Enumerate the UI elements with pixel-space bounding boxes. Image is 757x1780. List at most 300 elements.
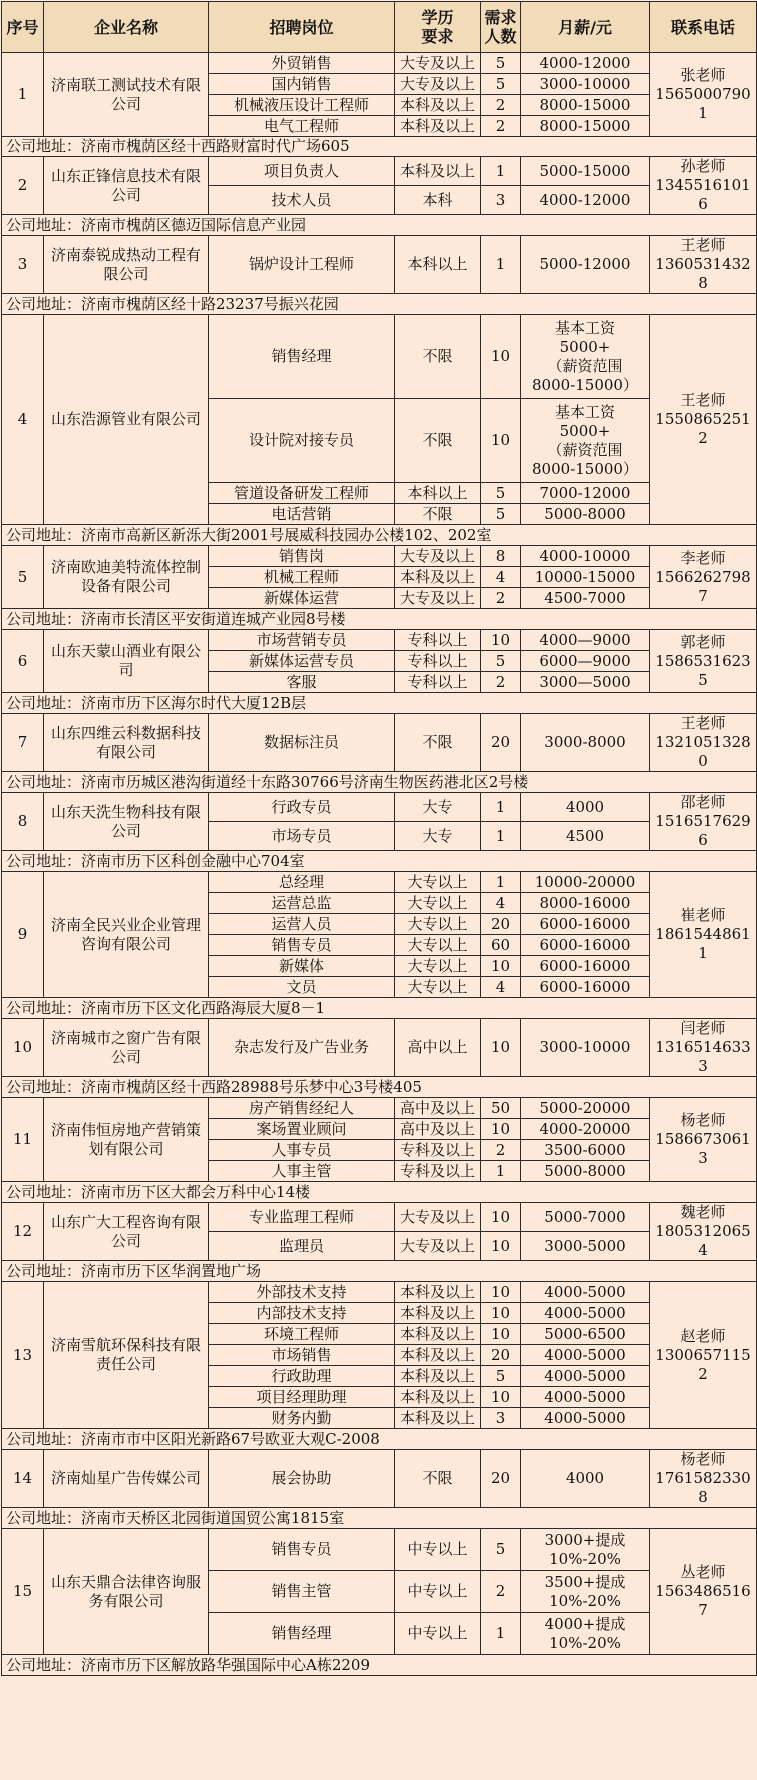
job-title: 销售专员 (209, 935, 395, 956)
table-row (2, 793, 757, 822)
job-education: 不限 (395, 504, 481, 525)
job-salary: 3000-5000 (521, 1232, 650, 1261)
address-label: 公司地址： (6, 215, 82, 234)
company-contact: 杨老师 15866730613 (650, 1098, 757, 1182)
job-title: 客服 (209, 672, 395, 693)
company-no: 15 (2, 1529, 44, 1655)
job-salary: 3000-10000 (521, 1019, 650, 1077)
table-row (2, 1203, 757, 1232)
address-label: 公司地址： (6, 851, 82, 870)
company-contact: 王老师 13210513280 (650, 714, 757, 772)
company-name: 济南伟恒房地产营销策划有限公司 (44, 1098, 209, 1182)
job-education: 高中及以上 (395, 1119, 481, 1140)
company-name: 济南雪航环保科技有限责任公司 (44, 1282, 209, 1429)
job-education: 大专及以上 (395, 1203, 481, 1232)
job-salary: 4000-12000 (521, 53, 650, 74)
header-salary: 月薪/元 (521, 2, 650, 53)
job-title: 销售岗 (209, 546, 395, 567)
company-no: 11 (2, 1098, 44, 1182)
job-count: 1 (481, 1161, 521, 1182)
job-salary: 4000-5000 (521, 1387, 650, 1408)
job-title: 行政助理 (209, 1366, 395, 1387)
address-label: 公司地址： (6, 693, 82, 712)
company-address: 济南市槐荫区经十路23237号振兴花园 (81, 294, 339, 313)
job-count: 4 (481, 977, 521, 998)
job-salary: 4000+提成 10%-20% (521, 1613, 650, 1655)
job-count: 4 (481, 893, 521, 914)
address-row (2, 1182, 757, 1203)
company-no: 2 (2, 157, 44, 215)
job-salary: 6000-16000 (521, 914, 650, 935)
company-address: 济南市历下区大都会万科中心14楼 (81, 1182, 311, 1201)
job-title: 国内销售 (209, 74, 395, 95)
job-salary: 4000 (521, 1450, 650, 1508)
company-address-cell (2, 1508, 757, 1529)
job-title: 市场销售 (209, 1345, 395, 1366)
job-salary: 8000-15000 (521, 95, 650, 116)
job-education: 本科及以上 (395, 1303, 481, 1324)
job-count: 2 (481, 1571, 521, 1613)
address-row (2, 1429, 757, 1450)
job-education: 大专及以上 (395, 546, 481, 567)
job-count: 10 (481, 956, 521, 977)
job-education: 大专 (395, 793, 481, 822)
job-count: 5 (481, 651, 521, 672)
job-count: 10 (481, 399, 521, 483)
job-salary: 4500 (521, 822, 650, 851)
job-title: 电话营销 (209, 504, 395, 525)
company-name: 济南欧迪美特流体控制设备有限公司 (44, 546, 209, 609)
address-label: 公司地址： (6, 525, 82, 544)
job-education: 本科及以上 (395, 157, 481, 186)
job-count: 2 (481, 588, 521, 609)
job-salary: 4500-7000 (521, 588, 650, 609)
company-contact: 孙老师 13455161016 (650, 157, 757, 215)
job-count: 20 (481, 914, 521, 935)
job-education: 大专以上 (395, 956, 481, 977)
table-row (2, 315, 757, 399)
job-title: 财务内勤 (209, 1408, 395, 1429)
job-title: 管道设备研发工程师 (209, 483, 395, 504)
job-count: 20 (481, 714, 521, 772)
company-address-cell (2, 1655, 757, 1676)
job-title: 项目经理助理 (209, 1387, 395, 1408)
address-row (2, 1261, 757, 1282)
company-name: 济南城市之窗广告有限公司 (44, 1019, 209, 1077)
job-salary: 5000-8000 (521, 504, 650, 525)
job-education: 本科及以上 (395, 1282, 481, 1303)
job-salary: 基本工资 5000+ （薪资范围 8000-15000） (521, 399, 650, 483)
job-title: 外贸销售 (209, 53, 395, 74)
job-salary: 3000-8000 (521, 714, 650, 772)
table-row (2, 1282, 757, 1303)
job-count: 2 (481, 116, 521, 137)
company-name: 山东天蒙山酒业有限公司 (44, 630, 209, 693)
company-contact: 王老师 15508652512 (650, 315, 757, 525)
address-row (2, 772, 757, 793)
job-salary: 6000—9000 (521, 651, 650, 672)
table-row (2, 546, 757, 567)
job-salary: 4000 (521, 793, 650, 822)
job-salary: 4000-5000 (521, 1366, 650, 1387)
job-education: 大专及以上 (395, 1232, 481, 1261)
table-row (2, 630, 757, 651)
job-education: 大专及以上 (395, 74, 481, 95)
header-row (2, 2, 757, 53)
job-count: 10 (481, 315, 521, 399)
company-name: 山东正锋信息技术有限公司 (44, 157, 209, 215)
job-title: 人事主管 (209, 1161, 395, 1182)
job-count: 2 (481, 95, 521, 116)
job-title: 监理员 (209, 1232, 395, 1261)
job-title: 锅炉设计工程师 (209, 236, 395, 294)
job-count: 10 (481, 1387, 521, 1408)
address-label: 公司地址： (6, 1182, 82, 1201)
company-name: 济南联工测试技术有限公司 (44, 53, 209, 137)
company-address: 济南市槐荫区经十西路28988号乐梦中心3号楼405 (81, 1077, 422, 1096)
job-title: 运营总监 (209, 893, 395, 914)
job-education: 本科及以上 (395, 1345, 481, 1366)
table-row (2, 872, 757, 893)
job-count: 10 (481, 630, 521, 651)
company-address: 济南市历下区科创金融中心704室 (81, 851, 305, 870)
header-count: 需求 人数 (481, 2, 521, 53)
company-contact: 郭老师 15865316235 (650, 630, 757, 693)
address-row (2, 1508, 757, 1529)
job-education: 不限 (395, 315, 481, 399)
job-count: 10 (481, 1282, 521, 1303)
job-education: 不限 (395, 399, 481, 483)
job-count: 10 (481, 1324, 521, 1345)
header-contact: 联系电话 (650, 2, 757, 53)
job-education: 本科及以上 (395, 116, 481, 137)
company-address: 济南市历下区文化西路海辰大厦8－1 (81, 998, 326, 1017)
job-title: 新媒体 (209, 956, 395, 977)
company-no: 3 (2, 236, 44, 294)
job-education: 大专以上 (395, 872, 481, 893)
company-no: 1 (2, 53, 44, 137)
job-salary: 4000-5000 (521, 1345, 650, 1366)
job-title: 外部技术支持 (209, 1282, 395, 1303)
recruitment-table (1, 1, 757, 1676)
job-title: 运营人员 (209, 914, 395, 935)
job-education: 中专以上 (395, 1613, 481, 1655)
job-salary: 7000-12000 (521, 483, 650, 504)
job-title: 总经理 (209, 872, 395, 893)
job-count: 2 (481, 672, 521, 693)
company-address-cell (2, 851, 757, 872)
company-address: 济南市槐荫区经十西路财富时代广场605 (81, 137, 350, 155)
job-salary: 5000-20000 (521, 1098, 650, 1119)
company-address-cell (2, 525, 757, 546)
job-education: 高中以上 (395, 1019, 481, 1077)
job-salary: 5000-12000 (521, 236, 650, 294)
job-education: 本科以上 (395, 483, 481, 504)
job-education: 专科及以上 (395, 1161, 481, 1182)
address-row (2, 215, 757, 236)
company-address-cell (2, 1182, 757, 1203)
table-row (2, 53, 757, 74)
job-title: 市场营销专员 (209, 630, 395, 651)
job-title: 新媒体运营专员 (209, 651, 395, 672)
job-count: 60 (481, 935, 521, 956)
job-count: 10 (481, 1232, 521, 1261)
job-salary: 8000-15000 (521, 116, 650, 137)
company-address-cell (2, 1077, 757, 1098)
job-education: 大专以上 (395, 935, 481, 956)
table-row (2, 236, 757, 294)
job-salary: 10000-20000 (521, 872, 650, 893)
job-title: 人事专员 (209, 1140, 395, 1161)
job-title: 内部技术支持 (209, 1303, 395, 1324)
company-name: 山东广大工程咨询有限公司 (44, 1203, 209, 1261)
job-education: 大专以上 (395, 977, 481, 998)
job-count: 1 (481, 793, 521, 822)
job-education: 大专以上 (395, 914, 481, 935)
address-label: 公司地址： (6, 1077, 82, 1096)
company-contact: 闫老师 13165146333 (650, 1019, 757, 1077)
job-salary: 8000-16000 (521, 893, 650, 914)
job-count: 1 (481, 822, 521, 851)
company-contact: 赵老师 13006571152 (650, 1282, 757, 1429)
job-count: 5 (481, 53, 521, 74)
job-salary: 5000-8000 (521, 1161, 650, 1182)
address-row (2, 1077, 757, 1098)
job-count: 20 (481, 1345, 521, 1366)
company-no: 5 (2, 546, 44, 609)
job-title: 机械液压设计工程师 (209, 95, 395, 116)
job-title: 销售主管 (209, 1571, 395, 1613)
company-address: 济南市槐荫区德迈国际信息产业园 (81, 215, 307, 234)
job-count: 3 (481, 186, 521, 215)
job-salary: 3000+提成 10%-20% (521, 1529, 650, 1571)
job-title: 机械工程师 (209, 567, 395, 588)
job-title: 技术人员 (209, 186, 395, 215)
job-education: 专科以上 (395, 630, 481, 651)
company-name: 济南泰锐成热动工程有限公司 (44, 236, 209, 294)
company-address: 济南市历城区港沟街道经十东路30766号济南生物医药港北区2号楼 (81, 772, 529, 791)
job-education: 大专及以上 (395, 588, 481, 609)
job-count: 1 (481, 157, 521, 186)
company-address-cell (2, 1429, 757, 1450)
job-salary: 3000-10000 (521, 74, 650, 95)
company-no: 7 (2, 714, 44, 772)
job-education: 高中及以上 (395, 1098, 481, 1119)
address-label: 公司地址： (6, 1508, 82, 1527)
job-education: 大专以上 (395, 893, 481, 914)
address-label: 公司地址： (6, 1261, 82, 1280)
job-count: 10 (481, 1019, 521, 1077)
job-salary: 4000-5000 (521, 1408, 650, 1429)
job-count: 4 (481, 567, 521, 588)
company-name: 山东天洗生物科技有限公司 (44, 793, 209, 851)
job-salary: 5000-15000 (521, 157, 650, 186)
job-salary: 4000-5000 (521, 1282, 650, 1303)
job-title: 行政专员 (209, 793, 395, 822)
job-salary: 3500+提成 10%-20% (521, 1571, 650, 1613)
job-salary: 10000-15000 (521, 567, 650, 588)
company-name: 山东浩源管业有限公司 (44, 315, 209, 525)
company-contact: 李老师 15662627987 (650, 546, 757, 609)
company-address-cell (2, 998, 757, 1019)
job-count: 1 (481, 1613, 521, 1655)
address-row (2, 525, 757, 546)
company-no: 6 (2, 630, 44, 693)
job-count: 20 (481, 1450, 521, 1508)
job-salary: 3500-6000 (521, 1140, 650, 1161)
job-education: 本科及以上 (395, 1387, 481, 1408)
header-no: 序号 (2, 2, 44, 53)
address-row (2, 137, 757, 157)
address-row (2, 998, 757, 1019)
address-row (2, 693, 757, 714)
job-education: 本科以上 (395, 236, 481, 294)
table-row (2, 714, 757, 772)
job-salary: 基本工资 5000+ （薪资范围 8000-15000） (521, 315, 650, 399)
company-address: 济南市市中区阳光新路67号欧亚大观C-2008 (81, 1429, 380, 1448)
job-title: 市场专员 (209, 822, 395, 851)
job-count: 1 (481, 236, 521, 294)
table-row (2, 1450, 757, 1508)
job-title: 设计院对接专员 (209, 399, 395, 483)
job-salary: 4000-20000 (521, 1119, 650, 1140)
job-education: 专科以上 (395, 672, 481, 693)
company-contact: 丛老师 15634865167 (650, 1529, 757, 1655)
job-title: 销售经理 (209, 1613, 395, 1655)
company-address-cell (2, 294, 757, 315)
job-education: 大专及以上 (395, 53, 481, 74)
job-title: 案场置业顾问 (209, 1119, 395, 1140)
company-contact: 王老师 13605314328 (650, 236, 757, 294)
company-address-cell (2, 1261, 757, 1282)
address-row (2, 609, 757, 630)
job-education: 不限 (395, 1450, 481, 1508)
company-contact: 魏老师 18053120654 (650, 1203, 757, 1261)
job-salary: 5000-6500 (521, 1324, 650, 1345)
job-education: 本科及以上 (395, 1408, 481, 1429)
address-row (2, 1655, 757, 1676)
job-education: 专科以上 (395, 651, 481, 672)
job-salary: 4000—9000 (521, 630, 650, 651)
job-salary: 5000-7000 (521, 1203, 650, 1232)
company-address-cell (2, 772, 757, 793)
job-salary: 6000-16000 (521, 977, 650, 998)
company-address: 济南市历下区华润置地广场 (81, 1261, 262, 1280)
header-company: 企业名称 (44, 2, 209, 53)
company-address-cell (2, 137, 757, 157)
job-education: 中专以上 (395, 1571, 481, 1613)
company-address: 济南市历下区解放路华强国际中心A栋2209 (81, 1655, 371, 1674)
company-address: 济南市天桥区北园街道国贸公寓1815室 (81, 1508, 345, 1527)
company-name: 济南全民兴业企业管理咨询有限公司 (44, 872, 209, 998)
company-address: 济南市长清区平安街道连城产业园8号楼 (81, 609, 346, 628)
company-name: 济南灿星广告传媒公司 (44, 1450, 209, 1508)
job-count: 50 (481, 1098, 521, 1119)
job-salary: 3000—5000 (521, 672, 650, 693)
company-no: 13 (2, 1282, 44, 1429)
company-address-cell (2, 693, 757, 714)
company-no: 4 (2, 315, 44, 525)
job-count: 3 (481, 1408, 521, 1429)
job-salary: 4000-10000 (521, 546, 650, 567)
table-body (2, 53, 757, 1676)
job-education: 不限 (395, 714, 481, 772)
job-education: 本科及以上 (395, 95, 481, 116)
address-label: 公司地址： (6, 294, 82, 313)
table-row (2, 1019, 757, 1077)
job-title: 杂志发行及广告业务 (209, 1019, 395, 1077)
address-label: 公司地址： (6, 998, 82, 1017)
address-label: 公司地址： (6, 1655, 82, 1674)
table-row (2, 157, 757, 186)
job-title: 新媒体运营 (209, 588, 395, 609)
company-no: 8 (2, 793, 44, 851)
job-count: 2 (481, 1140, 521, 1161)
job-title: 文员 (209, 977, 395, 998)
company-address-cell (2, 609, 757, 630)
table-row (2, 1098, 757, 1119)
job-salary: 4000-12000 (521, 186, 650, 215)
job-count: 5 (481, 483, 521, 504)
company-no: 14 (2, 1450, 44, 1508)
header-position: 招聘岗位 (209, 2, 395, 53)
job-education: 本科 (395, 186, 481, 215)
job-education: 中专以上 (395, 1529, 481, 1571)
job-count: 5 (481, 1529, 521, 1571)
company-no: 12 (2, 1203, 44, 1261)
job-education: 本科及以上 (395, 1366, 481, 1387)
company-contact: 张老师 15650007901 (650, 53, 757, 137)
job-title: 展会协助 (209, 1450, 395, 1508)
job-title: 环境工程师 (209, 1324, 395, 1345)
header-education: 学历 要求 (395, 2, 481, 53)
job-count: 1 (481, 872, 521, 893)
table-row (2, 1529, 757, 1571)
company-contact: 崔老师 18615448611 (650, 872, 757, 998)
job-title: 项目负责人 (209, 157, 395, 186)
company-name: 山东天鼎合法律咨询服务有限公司 (44, 1529, 209, 1655)
job-title: 销售经理 (209, 315, 395, 399)
job-count: 5 (481, 1366, 521, 1387)
job-title: 销售专员 (209, 1529, 395, 1571)
address-label: 公司地址： (6, 137, 82, 155)
company-contact: 邵老师 15165176296 (650, 793, 757, 851)
job-count: 5 (481, 504, 521, 525)
job-title: 房产销售经纪人 (209, 1098, 395, 1119)
job-count: 10 (481, 1303, 521, 1324)
company-contact: 杨老师 17615823308 (650, 1450, 757, 1508)
address-row (2, 851, 757, 872)
job-title: 电气工程师 (209, 116, 395, 137)
address-row (2, 294, 757, 315)
company-address-cell (2, 215, 757, 236)
job-count: 5 (481, 74, 521, 95)
job-count: 8 (481, 546, 521, 567)
job-education: 大专 (395, 822, 481, 851)
job-title: 专业监理工程师 (209, 1203, 395, 1232)
address-label: 公司地址： (6, 772, 82, 791)
job-salary: 4000-5000 (521, 1303, 650, 1324)
job-title: 数据标注员 (209, 714, 395, 772)
company-no: 9 (2, 872, 44, 998)
job-education: 本科及以上 (395, 1324, 481, 1345)
address-label: 公司地址： (6, 1429, 82, 1448)
job-education: 本科及以上 (395, 567, 481, 588)
company-no: 10 (2, 1019, 44, 1077)
address-label: 公司地址： (6, 609, 82, 628)
company-address: 济南市高新区新泺大街2001号展威科技园办公楼102、202室 (81, 525, 492, 544)
company-address: 济南市历下区海尔时代大厦12B层 (81, 693, 307, 712)
